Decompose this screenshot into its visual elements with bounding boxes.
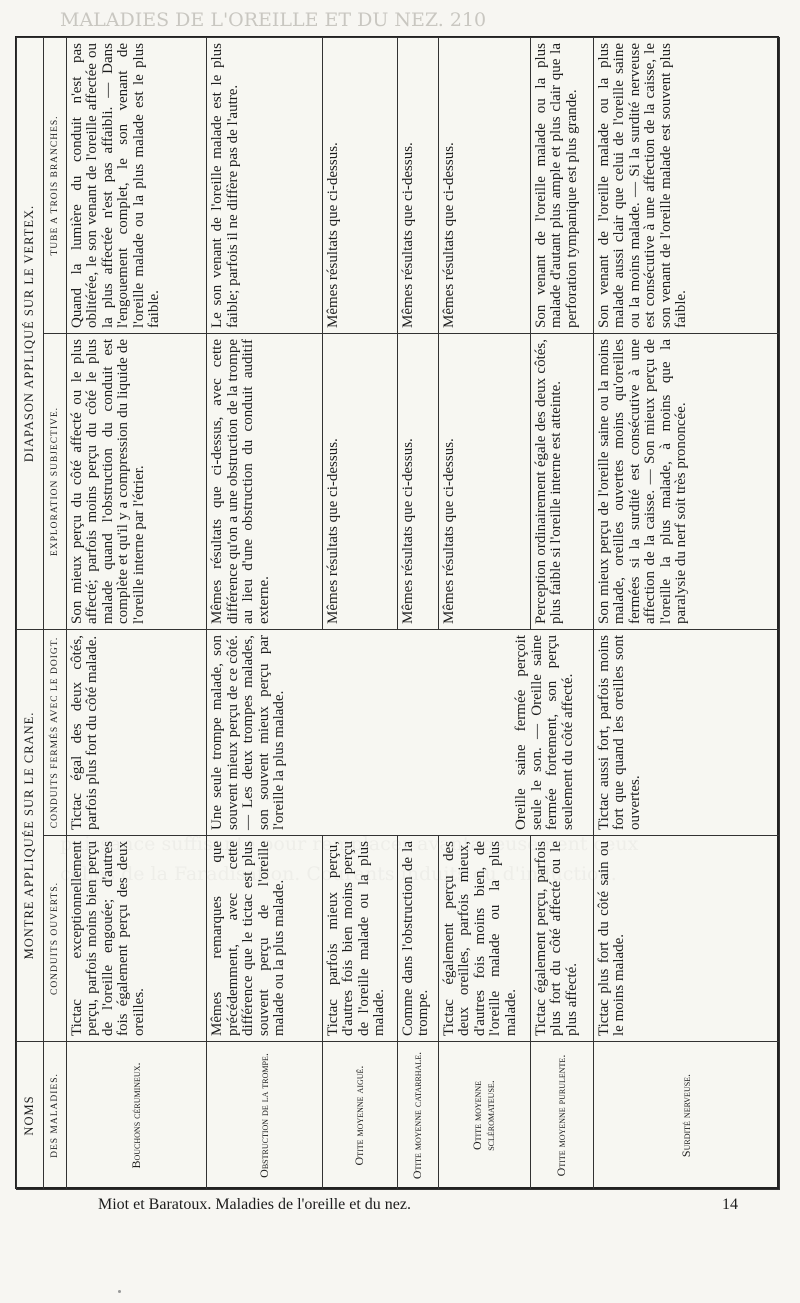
cell-conduits-ouverts: Tictac également perçu des deux oreilles, parfois mieux, d'autres fois moins bien, de l'oreille malade ou la plus malade.: [438, 836, 530, 1042]
disease-name: Bouchons cérumineux.: [66, 1042, 207, 1190]
cell-conduits-fermes: Tictac égal des deux côtés, parfois plus fort du côté malade.: [66, 630, 207, 836]
rotated-table: [16, 38, 780, 1190]
speck: [118, 1290, 121, 1293]
disease-name: Surdité nerveuse.: [593, 1042, 779, 1190]
cell-conduits-ouverts: Comme dans l'obstruction de la trompe.: [397, 836, 438, 1042]
comparison-table: [16, 37, 780, 1190]
cell-conduits-ouverts: Tictac plus fort du côté sain ou le moins malade.: [593, 836, 779, 1042]
header-noms: NOMS: [17, 1042, 44, 1190]
cell-tube: Mêmes résultats que ci-dessus.: [322, 37, 397, 333]
cell-exploration: Perception ordinairement égale des deux côtés, plus faible si l'oreille interne est atteinte.: [530, 334, 593, 630]
cell-conduits-fermes: [207, 630, 593, 836]
cell-tube: Son venant de l'oreille malade ou la plus malade aussi clair que celui de l'oreille saine ou la moins malade. — Si la surdité nerveuse est consécutive à une affection de la caisse, le son venant de l'oreille malade est souvent plus faible.: [593, 37, 779, 333]
table-row: [322, 37, 397, 1189]
cell-tube: Mêmes résultats que ci-dessus.: [397, 37, 438, 333]
cell-exploration: Mêmes résultats que ci-dessus.: [438, 334, 530, 630]
header-montre: MONTRE APPLIQUÉE SUR LE CRANE.: [17, 630, 44, 1042]
disease-name: Otite moyenne scléromateuse.: [438, 1042, 530, 1190]
footer-citation: Miot et Baratoux. Maladies de l'oreille et du nez.: [98, 1196, 412, 1213]
header-des-maladies: DES MALADIES.: [43, 1042, 66, 1190]
cell-exploration: Mêmes résultats que ci-dessus, avec cette différence qu'on a une obstruction de la trompe au lieu d'une obstruction du conduit auditif externe.: [207, 334, 322, 630]
cell-conduits-ouverts: Tictac exceptionnellement perçu, parfois moins bien perçu de l'oreille engouée; d'autres fois également perçu des deux oreilles.: [66, 836, 207, 1042]
cell-tube: Mêmes résultats que ci-dessus.: [438, 37, 530, 333]
disease-name: Otite moyenne catarrhale.: [397, 1042, 438, 1190]
cell-tube: Quand la lumière du conduit n'est pas oblitérée, le son venant de l'oreille affectée ou la plus affectée n'est pas affaibli. — Dans l'engouement complet, le son venant de l'oreille malade ou la plus malade est le plus faible.: [66, 37, 207, 333]
cell-conduits-fermes: Tictac aussi fort, parfois moins fort que quand les oreilles sont ouvertes.: [593, 630, 779, 836]
table-row: [438, 37, 530, 1189]
cell-conduits-ouverts: Tictac également perçu, parfois plus fort du côté affecté ou le plus affecté.: [530, 836, 593, 1042]
cell-exploration: Mêmes résultats que ci-dessus.: [322, 334, 397, 630]
header-conduits-ouverts: CONDUITS OUVERTS.: [43, 836, 66, 1042]
header-tube: TUBE A TROIS BRANCHES.: [43, 37, 66, 333]
disease-name: Obstruction de la trompe.: [207, 1042, 322, 1190]
disease-name: Otite moyenne aiguë.: [322, 1042, 397, 1190]
cell-text: Une seule trompe malade, son souvent mieux perçu de ce côté. — Les deux trompes malades, son souvent mieux perçu par l'oreille la plus malade.: [209, 635, 288, 830]
page-number: 14: [722, 1196, 738, 1213]
table-row: [530, 37, 593, 1189]
cell-text: Oreille saine fermée perçoit seule le son. — Oreille saine fermée fortement, son perçu seulement du côté affecté.: [513, 635, 576, 830]
page-footer: [98, 1196, 738, 1214]
cell-tube: Le son venant de l'oreille malade est le plus faible; parfois il ne diffère pas de l'autre.: [207, 37, 322, 333]
table-row: [207, 37, 322, 1189]
table-row: [66, 37, 207, 1189]
header-exploration: EXPLORATION SUBJECTIVE.: [43, 334, 66, 630]
cell-conduits-ouverts: Tictac parfois mieux perçu, d'autres fois bien moins perçu de l'oreille malade ou la plus malade.: [322, 836, 397, 1042]
cell-conduits-ouverts: Mêmes remarques que précédemment, avec cette différence que le tictac est plus souvent perçu de l'oreille malade ou la plus malade.: [207, 836, 322, 1042]
cell-exploration: Son mieux perçu de l'oreille saine ou la moins malade, oreilles ouvertes moins qu'oreilles fermées si la surdité est consécutive à une affection de la caisse. — Son mieux perçu de l'oreille la plus malade, à moins que la paralysie du nerf soit très prononcée.: [593, 334, 779, 630]
cell-exploration: Mêmes résultats que ci-dessus.: [397, 334, 438, 630]
header-diapason: DIAPASON APPLIQUÉ SUR LE VERTEX.: [17, 37, 44, 629]
disease-name: Otite moyenne purulente.: [530, 1042, 593, 1190]
table-row: [397, 37, 438, 1189]
header-conduits-fermes: CONDUITS FERMÉS AVEC LE DOIGT.: [43, 630, 66, 836]
cell-exploration: Son mieux perçu du côté affecté ou le plus affecté; parfois moins perçu du côté le plus malade quand l'obstruction du conduit est complète et qu'il y a compression du liquide de l'oreille interne par l'étrier.: [66, 334, 207, 630]
cell-tube: Son venant de l'oreille malade ou la plus malade d'autant plus ample et plus clair que la perforation tympanique est plus grande.: [530, 37, 593, 333]
bleed-through-text: MALADIES DE L'OREILLE ET DU NEZ. 210: [60, 9, 487, 31]
table-frame: [15, 36, 779, 1189]
table-row: [593, 37, 779, 1189]
